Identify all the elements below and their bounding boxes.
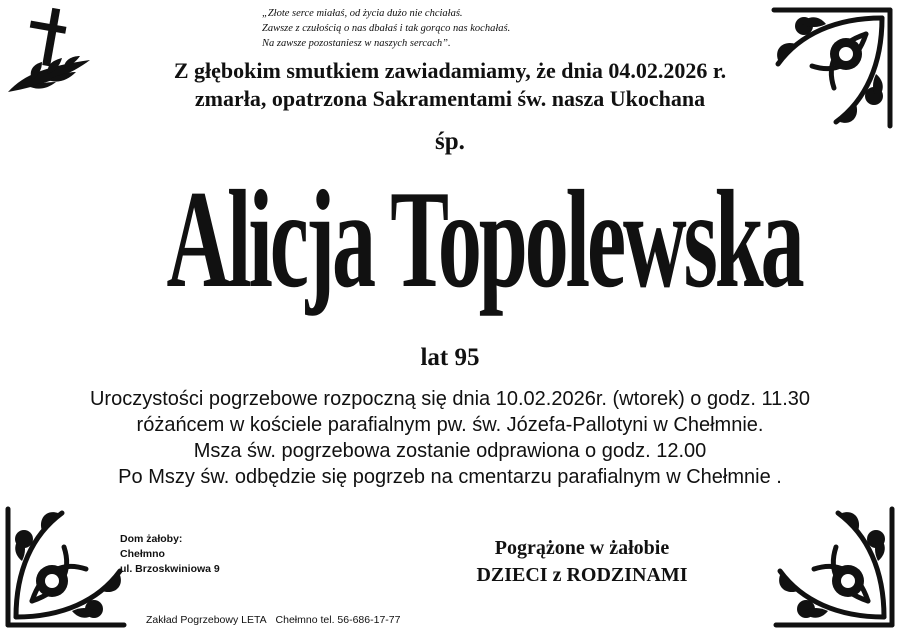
funeral-home-address bbox=[120, 532, 220, 577]
announcement-line-2: zmarła, opatrzona Sakramentami św. nasza Ukochana bbox=[194, 86, 706, 111]
deceased-name: Alicja Topolewska bbox=[166, 162, 802, 317]
footer bbox=[146, 614, 406, 626]
poem-line: Na zawsze pozostaniesz w naszych sercach”. bbox=[262, 38, 451, 49]
funeral-home-label: Dom żałoby: bbox=[120, 533, 183, 545]
funeral-home-street: ul. Brzoskwiniowa 9 bbox=[120, 563, 220, 575]
poem-line: „Złote serce miałaś, od życia dużo nie chciałaś. bbox=[262, 8, 463, 19]
honorific: śp. bbox=[435, 128, 465, 155]
ceremony-line: Po Mszy św. odbędzie się pogrzeb na cmentarzu parafialnym w Chełmnie . bbox=[118, 466, 782, 488]
ceremony-line: różańcem w kościele parafialnym pw. św. Józefa-Pallotyni w Chełmnie. bbox=[136, 414, 764, 436]
corner-ornament-bottom-left-icon bbox=[2, 500, 130, 634]
mourners-line-1: Pogrążone w żałobie bbox=[494, 537, 670, 559]
mourners-signature bbox=[432, 535, 732, 589]
ceremony-line: Msza św. pogrzebowa zostanie odprawiona o godz. 12.00 bbox=[193, 440, 707, 462]
funeral-home-city: Chełmno bbox=[120, 548, 165, 560]
ceremony-details bbox=[0, 386, 900, 490]
announcement-line-1: Z głębokim smutkiem zawiadamiamy, że dnia 04.02.2026 r. bbox=[173, 58, 727, 83]
footer-contact: Chełmno tel. 56-686-17-77 bbox=[275, 614, 401, 626]
deceased-age: lat 95 bbox=[420, 344, 480, 371]
corner-ornament-bottom-right-icon bbox=[770, 500, 898, 634]
footer-company: Zakład Pogrzebowy LETA bbox=[146, 614, 267, 626]
ceremony-line: Uroczystości pogrzebowe rozpoczną się dnia 10.02.2026r. (wtorek) o godz. 11.30 bbox=[89, 388, 811, 410]
mourners-line-2: DZIECI z RODZINAMI bbox=[476, 564, 688, 586]
memorial-poem bbox=[262, 6, 622, 51]
poem-line: Zawsze z czułością o nas dbałaś i tak gorąco nas kochałaś. bbox=[262, 23, 511, 34]
